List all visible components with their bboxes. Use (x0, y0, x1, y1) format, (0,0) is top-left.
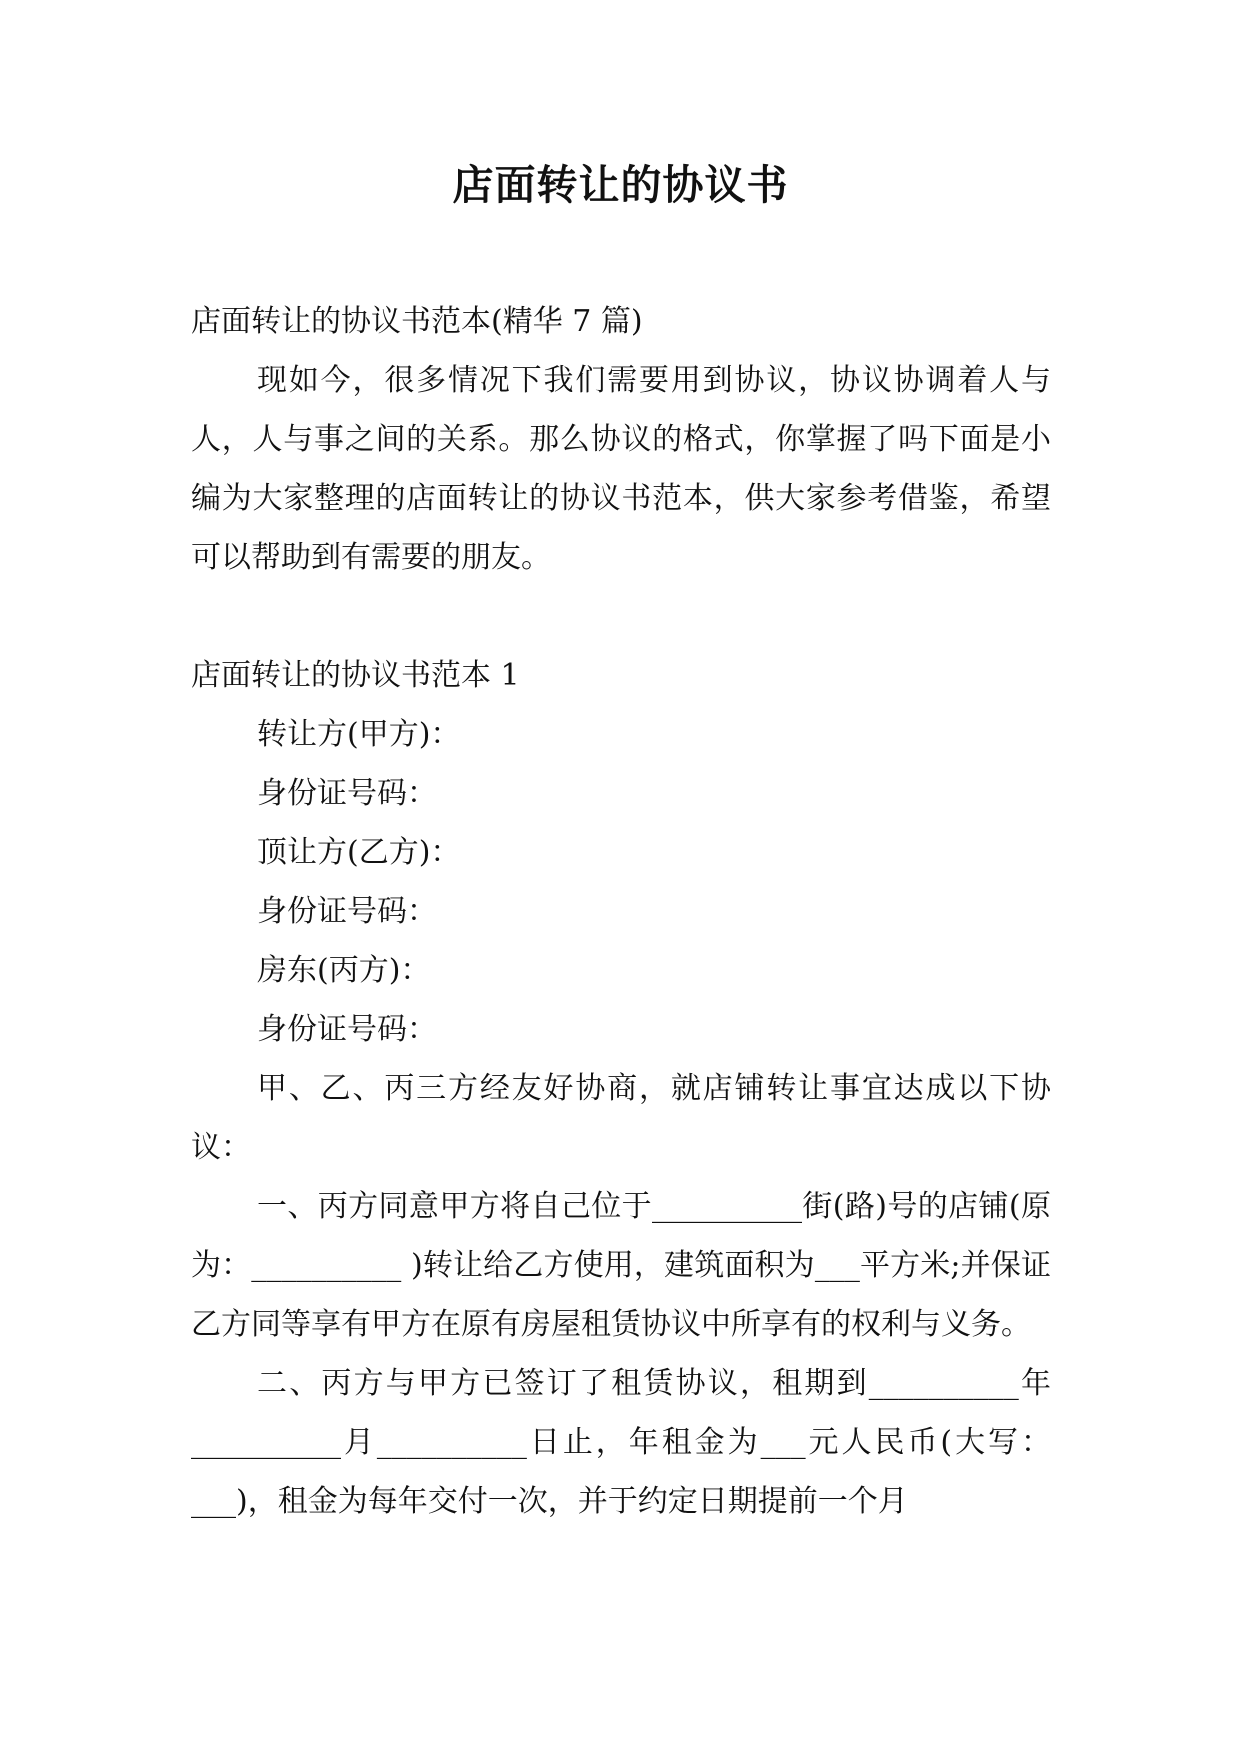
field-landlord-id: 身份证号码： (257, 1012, 437, 1047)
field-transferee-id: 身份证号码： (257, 894, 437, 929)
field-transferor: 转让方(甲方)： (257, 717, 461, 752)
field-landlord: 房东(丙方)： (257, 953, 431, 988)
clause-one: 一、丙方同意甲方将自己位于__________街(路)号的店铺(原为：__________ )转让给乙方使用，建筑面积为___平方米;并保证乙方同等享有甲方在原有房屋租赁协议中所享有的权利与义务。 (191, 1189, 1051, 1342)
clause-two: 二、丙方与甲方已签订了租赁协议，租期到__________年__________月__________日止，年租金为___元人民币(大写：___)，租金为每年交付一次，并于约定日期提前一个月 (191, 1366, 1051, 1519)
section-heading: 店面转让的协议书范本 1 (191, 658, 520, 693)
document-title: 店面转让的协议书 (452, 161, 789, 209)
intro-paragraph: 现如今，很多情况下我们需要用到协议，协议协调着人与人，人与事之间的关系。那么协议的格式，你掌握了吗下面是小编为大家整理的店面转让的协议书范本，供大家参考借鉴，希望可以帮助到有需要的朋友。 (191, 363, 1051, 575)
agreement-paragraph: 甲、乙、丙三方经友好协商，就店铺转让事宜达成以下协议： (191, 1071, 1051, 1165)
field-transferee: 顶让方(乙方)： (257, 835, 461, 870)
paragraph-spacer (191, 587, 1051, 646)
document-subtitle: 店面转让的协议书范本(精华 7 篇) (191, 304, 643, 339)
document-body (191, 292, 1051, 1531)
field-transferor-id: 身份证号码： (257, 776, 437, 811)
